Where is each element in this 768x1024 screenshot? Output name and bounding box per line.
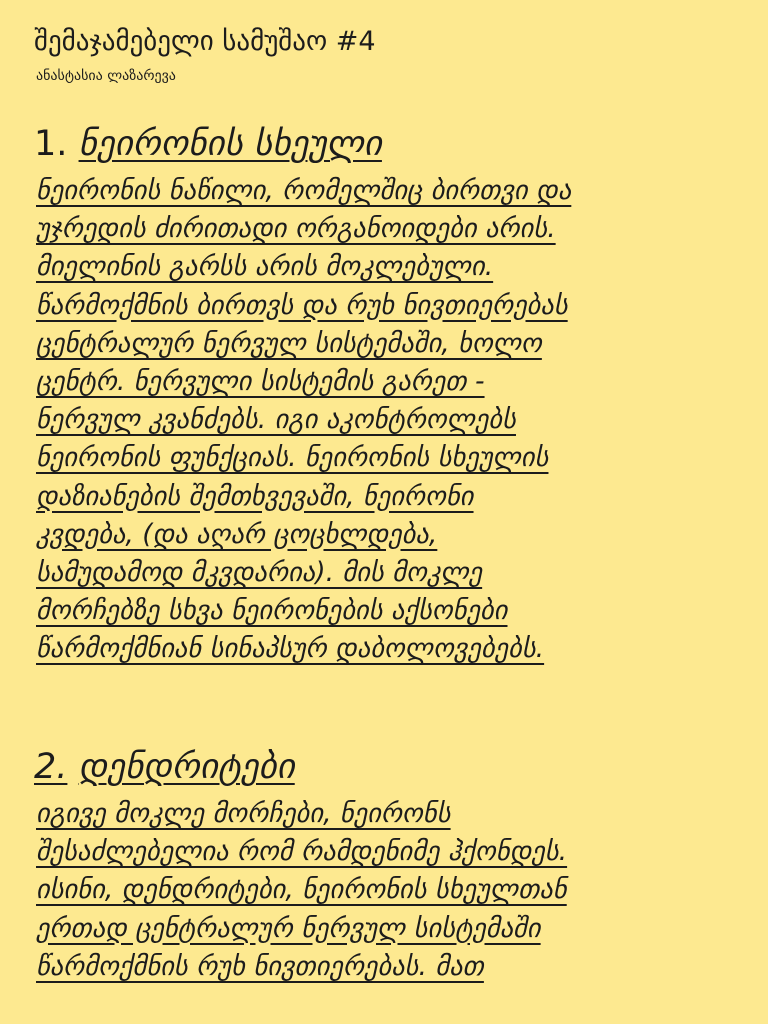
section-1-heading xyxy=(34,120,382,168)
section-1-line: კვდება, (და აღარ ცოცხლდება, xyxy=(36,518,438,550)
section-1-title: ნეირონის სხეული xyxy=(78,124,382,164)
section-2-heading xyxy=(34,743,295,791)
section-2-line: იგივე მოკლე მორჩები, ნეირონს xyxy=(36,798,451,829)
section-1-line: სამუდამოდ მკვდარია). მის მოკლე xyxy=(36,556,483,588)
section-1-line: მორჩებზე სხვა ნეირონების აქსონები xyxy=(36,595,508,627)
section-1-body xyxy=(36,172,756,668)
section-1-number: 1. xyxy=(34,124,68,164)
document-title: შემაჯამებელი სამუშაო #4 xyxy=(34,26,376,57)
section-1-line: უჯრედის ძირითადი ორგანოიდები არის. xyxy=(36,213,556,245)
section-2-title: დენდრიტები xyxy=(78,747,295,787)
section-1-line: მიელინის გარსს არის მოკლებული. xyxy=(36,251,494,283)
section-2-body xyxy=(36,795,756,986)
section-2-line: ისინი, დენდრიტები, ნეირონის სხეულთან xyxy=(36,874,567,906)
section-2-line: წარმოქმნის რუხ ნივთიერებას. მათ xyxy=(36,950,484,982)
section-1-line: ნეირონის ფუნქციას. ნეირონის სხეულის xyxy=(36,442,549,474)
section-2-line: შესაძლებელია რომ რამდენიმე ჰქონდეს. xyxy=(36,836,568,868)
section-1-line: ნეირონის ნაწილი, რომელშიც ბირთვი და xyxy=(36,175,572,206)
section-1-line: ცენტრ. ნერვული სისტემის გარეთ - xyxy=(36,365,485,397)
section-2-number: 2. xyxy=(34,747,68,787)
document-author: ანასტასია ლაზარევა xyxy=(36,68,176,84)
section-1-line: წარმოქმნიან სინაპსურ დაბოლოვებებს. xyxy=(36,633,545,665)
section-2-line: ერთად ცენტრალურ ნერვულ სისტემაში xyxy=(36,912,541,944)
section-1-line: დაზიანების შემთხვევაში, ნეირონი xyxy=(36,480,474,512)
section-1-line: ცენტრალურ ნერვულ სისტემაში, ხოლო xyxy=(36,327,542,359)
section-1-line: წარმოქმნის ბირთვს და რუხ ნივთიერებას xyxy=(36,289,568,321)
section-1-line: ნერვულ კვანძებს. იგი აკონტროლებს xyxy=(36,404,516,436)
